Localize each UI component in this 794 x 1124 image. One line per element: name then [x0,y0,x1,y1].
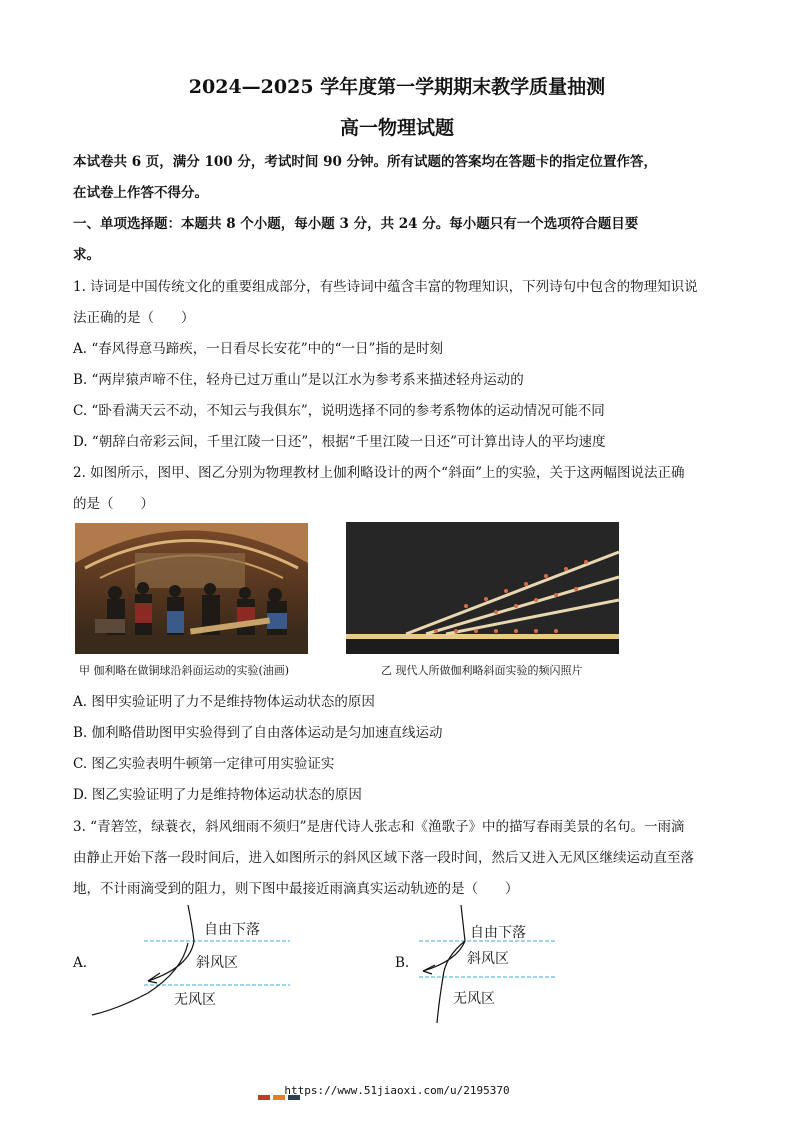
galileo-painting-image [75,523,308,654]
q2-stem-line-1: 2. 如图所示，图甲、图乙分别为物理教材上伽利略设计的两个“斜面”上的实验，关于这两幅图说法正确 [73,465,685,481]
q1-option-c: C. “卧看满天云不动，不知云与我俱东”，说明选择不同的参考系物体的运动情况可能不同 [73,403,605,419]
q3-option-a-label: A. [73,955,88,971]
trajectory-diagram-b [415,905,555,1025]
q3-stem-line-1: 3. “青箬笠，绿蓑衣，斜风细雨不须归”是唐代诗人张志和《渔歌子》中的描写春雨美景的名句。一雨滴 [73,819,685,835]
q1-option-d: D. “朝辞白帝彩云间，千里江陵一日还”，根据“千里江陵一日还”可计算出诗人的平均速度 [73,434,606,450]
label-free-fall-b: 自由下落 [470,925,526,941]
label-no-wind-a: 无风区 [174,992,216,1008]
label-wind-zone-b: 斜风区 [467,951,509,967]
figure-caption-left: 甲 伽利略在做铜球沿斜面运动的实验(油画) [79,664,290,677]
q2-option-d: D. 图乙实验证明了力是维持物体运动状态的原因 [73,787,362,803]
q2-stem-line-2: 的是（ ） [73,496,154,512]
exam-subtitle: 高一物理试题 [339,117,454,139]
label-free-fall-a: 自由下落 [204,922,260,938]
strobe-photo-image [346,522,619,654]
label-wind-zone-a: 斜风区 [196,955,238,971]
exam-title: 2024—2025 学年度第一学期期末教学质量抽测 [188,76,606,98]
trajectory-diagram-a [90,905,290,1025]
instructions-line-2: 在试卷上作答不得分。 [73,185,208,201]
q2-option-b: B. 伽利略借助图甲实验得到了自由落体运动是匀加速直线运动 [73,725,443,741]
q3-stem-line-3: 地，不计雨滴受到的阻力，则下图中最接近雨滴真实运动轨迹的是（ ） [73,881,519,897]
instructions-line-1: 本试卷共 6 页，满分 100 分，考试时间 90 分钟。所有试题的答案均在答题卡的指定位置作答， [73,154,658,170]
figure-caption-right: 乙 现代人所做伽利略斜面实验的频闪照片 [381,664,583,677]
q1-stem-line-1: 1. 诗词是中国传统文化的重要组成部分，有些诗词中蕴含丰富的物理知识，下列诗句中包含的物理知识说 [73,279,698,295]
section-heading-line-2: 求。 [73,247,100,263]
q3-option-b-label: B. [395,955,410,971]
q2-option-a: A. 图甲实验证明了力不是维持物体运动状态的原因 [73,694,375,710]
label-no-wind-b: 无风区 [453,991,495,1007]
footer-url[interactable]: https://www.51jiaoxi.com/u/2195370 [284,1084,510,1097]
q1-option-b: B. “两岸猿声啼不住，轻舟已过万重山”是以江水为参考系来描述轻舟运动的 [73,372,524,388]
q3-stem-line-2: 由静止开始下落一段时间后，进入如图所示的斜风区域下落一段时间，然后又进入无风区继续运动直至落 [73,850,694,866]
q2-option-c: C. 图乙实验表明牛顿第一定律可用实验证实 [73,756,335,772]
q1-stem-line-2: 法正确的是（ ） [73,310,195,326]
section-heading-line-1: 一、单项选择题：本题共 8 个小题，每小题 3 分，共 24 分。每小题只有一个选项符合题目要 [73,216,639,232]
q1-option-a: A. “春风得意马蹄疾，一日看尽长安花”中的“一日”指的是时刻 [73,341,443,357]
